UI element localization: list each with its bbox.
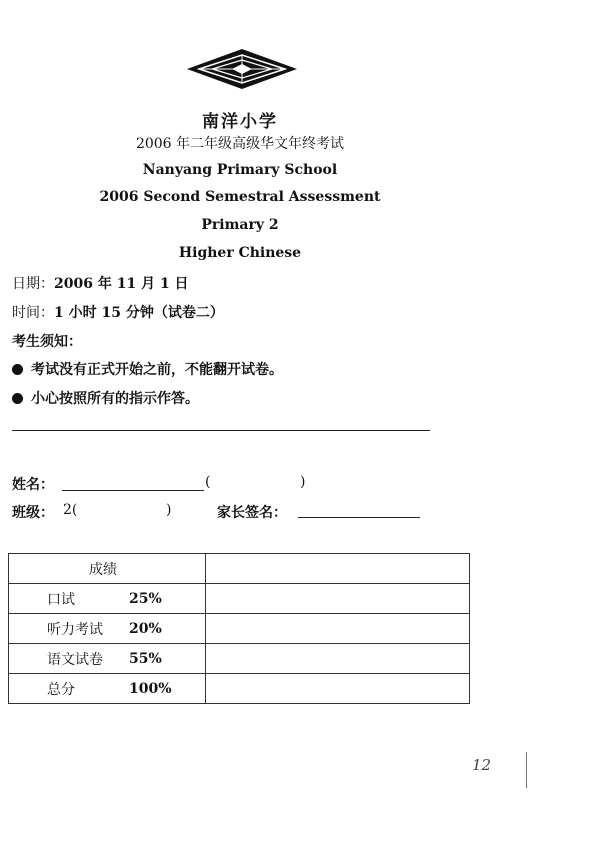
component-percent: 20% xyxy=(129,620,162,637)
school-name-chinese: 南洋小学 xyxy=(202,112,278,132)
table-row xyxy=(9,644,470,674)
instruction-item xyxy=(12,359,283,379)
exam-title-chinese: 2006 年二年级高级华文年终考试 xyxy=(135,136,345,152)
divider xyxy=(12,430,430,431)
page-number: 12 xyxy=(472,756,492,774)
component-label: 口试 xyxy=(47,591,75,608)
school-logo xyxy=(186,48,298,90)
assessment-title: 2006 Second Semestral Assessment xyxy=(99,189,381,205)
score-cell[interactable] xyxy=(205,674,469,704)
component-percent: 55% xyxy=(129,650,162,667)
score-table xyxy=(8,553,470,699)
parent-signature-field[interactable] xyxy=(298,517,420,518)
time-label: 时间： xyxy=(12,305,54,321)
date-label: 日期： xyxy=(12,276,54,292)
school-name-english: Nanyang Primary School xyxy=(142,162,338,178)
bullet-icon xyxy=(12,364,23,375)
component-label: 总分 xyxy=(47,681,75,698)
parent-signature-label: 家长签名： xyxy=(217,505,287,521)
name-label: 姓名： xyxy=(12,477,54,493)
class-label: 班级： xyxy=(12,505,54,521)
score-cell[interactable] xyxy=(205,584,469,614)
instruction-text: 小心按照所有的指示作答。 xyxy=(31,391,199,407)
score-cell[interactable] xyxy=(205,644,469,674)
time-row xyxy=(12,302,224,322)
name-paren-close: ) xyxy=(300,474,306,490)
time-value: 1 小时 15 分钟（试卷二） xyxy=(54,305,224,321)
component-percent: 100% xyxy=(129,680,172,697)
table-header-row xyxy=(9,554,470,584)
level-title: Primary 2 xyxy=(201,217,279,233)
table-row xyxy=(9,674,470,704)
score-cell[interactable] xyxy=(205,614,469,644)
subject-title: Higher Chinese xyxy=(178,245,302,261)
bullet-icon xyxy=(12,393,23,404)
table-row xyxy=(9,614,470,644)
date-value: 2006 年 11 月 1 日 xyxy=(54,276,189,292)
component-percent: 25% xyxy=(129,590,162,607)
scan-edge-mark xyxy=(526,752,527,788)
class-prefix: 2( xyxy=(63,502,78,518)
component-label: 听力考试 xyxy=(47,621,103,638)
component-label: 语文试卷 xyxy=(47,651,103,668)
instruction-text: 考试没有正式开始之前，不能翻开试卷。 xyxy=(31,362,283,378)
notice-label: 考生须知： xyxy=(12,334,82,350)
table-row xyxy=(9,584,470,614)
name-field[interactable] xyxy=(62,490,204,491)
class-suffix: ) xyxy=(166,502,172,518)
score-header: 成绩 xyxy=(89,561,117,578)
score-cell[interactable] xyxy=(205,554,469,584)
instruction-item xyxy=(12,388,199,408)
name-paren-open: ( xyxy=(205,474,211,490)
date-row xyxy=(12,273,189,293)
